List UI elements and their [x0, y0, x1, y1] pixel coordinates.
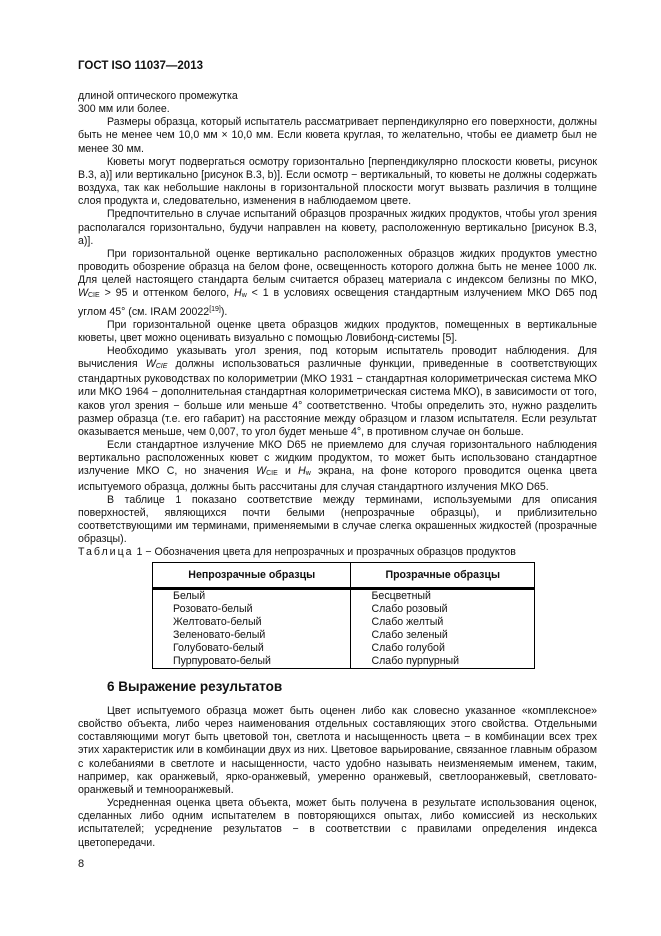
- reference-superscript: [19]: [209, 305, 221, 313]
- table-caption-text: − Обозначения цвета для непрозрачных и прозрачных образцов продуктов: [142, 546, 516, 559]
- table-row: [153, 603, 535, 616]
- subscript: CIE: [155, 363, 168, 371]
- table-row: [153, 616, 535, 629]
- section-body: [78, 705, 597, 850]
- paragraph: Усредненная оценка цвета объекта, может быть получена в результате использования оценок, сделанных либо одним испытателем в повторяющихся опытах, либо комиссией из нескольких испытателей; усреднение результатов − в соответствии с правилами определения индекса цветопередачи.: [78, 797, 597, 849]
- document-header: ГОСТ ISO 11037—2013: [78, 60, 203, 72]
- paragraph-text: должны использоваться различные функции, приведенные в соответствующих стандартных руководствах по колориметрии (МКО 1931 − стандартная колориметрическая система МКО или МКО 1964 − дополнительная стандартная колориметрическая система МКО), в зависимости от того, каков угол зрения − больше или меньше 4° соответственно. Чтобы определить это, нужно разделить размер образца (т.е. его габарит) на расстояние между образцом и глазом испытателя. Если результат оказывается меньше, чем 0,007, то угол будет меньше 4°, в противном случае он больше.: [78, 358, 597, 438]
- table-cell: Зеленовато-белый: [153, 629, 351, 642]
- table-caption-label: Таблица: [78, 546, 134, 559]
- paragraph: [78, 345, 597, 439]
- whiteness-symbol: W: [256, 465, 267, 478]
- tint-symbol: H: [298, 465, 306, 478]
- paragraph: [78, 248, 597, 319]
- table-caption: [78, 546, 597, 559]
- document-body-top: [78, 90, 597, 559]
- table-row: [153, 629, 535, 642]
- table-cell: Слабо желтый: [351, 616, 535, 629]
- paragraph: В таблице 1 показано соответствие между терминами, используемыми для описания поверхностей, являющихся почти белыми (непрозрачные образцы), и приблизительно соответствующими им терминами, применяемыми в случае слегка окрашенных жидкостей (прозрачные образцы).: [78, 493, 597, 546]
- whiteness-symbol: W: [145, 358, 156, 371]
- table-cell: Слабо зеленый: [351, 629, 535, 642]
- column-header-opaque: Непрозрачные образцы: [153, 563, 351, 589]
- paragraph: 300 мм или более.: [78, 103, 170, 116]
- whiteness-symbol: W: [78, 287, 88, 300]
- table-row: [153, 655, 535, 669]
- table-cell: Белый: [153, 589, 351, 604]
- paragraph-text: < 1 в условиях освещения стандартным излучением МКО D65 под углом 45° (см. IRAM 20022: [78, 287, 598, 318]
- page-number: 8: [78, 858, 85, 870]
- table-cell: Пурпуровато-белый: [153, 655, 351, 669]
- paragraph-text: При горизонтальной оценке вертикально расположенных образцов жидких продуктов уместно проводить обозрение образца на белом фоне, освещенность которого должна быть не менее 1000 лк. Для целей настоящего стандарта белым считается образец материала с индексом белизны по МКО,: [78, 247, 597, 287]
- paragraph: При горизонтальной оценке цвета образцов жидких продуктов, помещенных в вертикальные кюветы, цвет можно оценивать визуально с помощью Ловибонд-системы [5].: [78, 318, 597, 344]
- paragraph-text: экрана, на фоне которого проводится оценка цвета испытуемого образца, должны быть рассчитаны для случая стандартного излучения МКО D65.: [78, 465, 598, 493]
- table-cell: Голубовато-белый: [153, 642, 351, 655]
- subscript: CIE: [88, 292, 100, 300]
- paragraph-text: и: [277, 465, 299, 478]
- table-cell: Бесцветный: [351, 589, 535, 604]
- table-cell: Желтовато-белый: [153, 616, 351, 629]
- paragraph-text: ).: [220, 305, 228, 318]
- table-row: [153, 642, 535, 655]
- subscript: w: [241, 292, 247, 300]
- table-row: [153, 589, 535, 604]
- paragraph-text: Если стандартное излучение МКО D65 не приемлемо для случая горизонтального наблюдения вертикально расположенных кювет с жидким продуктом, то может быть использовано стандартное излучение МКО С, но значения: [78, 439, 597, 478]
- color-terms-table: [152, 562, 535, 669]
- subscript: CIE: [266, 470, 278, 478]
- paragraph: Цвет испытуемого образца может быть оценен либо как словесно указанное «комплексное» свойство объекта, либо через наименования отдельных составляющих этого свойства. Отдельными составляющими могут быть цветовой тон, светлота и насыщенность цвета − в комбинации всех трех этих характеристик или в комбинации двух из них. Цветовое варьирование, связанное главным образом с колебаниями в светлоте и насыщенности, часто удобно называть неизменяемым именем, таким, например, как оранжевый, ярко-оранжевый, умеренно оранжевый, светлооранжевый, светловато-оранжевый и темнооранжевый.: [78, 705, 597, 796]
- table-cell: Слабо розовый: [351, 603, 535, 616]
- table-header-row: [153, 563, 535, 589]
- paragraph-text: > 95 и оттенком белого,: [99, 287, 235, 300]
- table-cell: Розовато-белый: [153, 603, 351, 616]
- subscript: w: [305, 470, 311, 478]
- paragraph-text: Необходимо указывать угол зрения, под которым испытатель проводит наблюдения. Для вычисления: [78, 344, 597, 371]
- table-cell: Слабо пурпурный: [351, 655, 535, 669]
- column-header-transparent: Прозрачные образцы: [351, 563, 535, 589]
- paragraph: Предпочтительно в случае испытаний образцов прозрачных жидких продуктов, чтобы угол зрения располагался горизонтально, будучи направлен на кювету, расположенную вертикально [рисунок В.3, а)].: [78, 208, 597, 247]
- table-cell: Слабо голубой: [351, 642, 535, 655]
- paragraph: длиной оптического промежутка: [78, 90, 238, 102]
- paragraph: Размеры образца, который испытатель рассматривает перпендикулярно его поверхности, должны быть не менее чем 10,0 мм × 10,0 мм. Если кювета круглая, то желательно, чтобы ее диаметр был не менее 30 мм.: [78, 116, 597, 155]
- paragraph: Кюветы могут подвергаться осмотру горизонтально [перпендикулярно плоскости кюветы, рисунок В.3, а)] или вертикально [рисунок В.3, b)]. Если осмотр − вертикальный, то кюветы не должны содержать воздуха, так как небольшие наклоны в горизонтальной плоскости могут вызвать различия в толщине слоя продукта и, следовательно, изменения в наблюдаемом цвете.: [78, 155, 597, 208]
- paragraph: [78, 439, 597, 494]
- tint-symbol: H: [234, 287, 242, 300]
- table-caption-number: 1: [136, 546, 143, 559]
- section-heading: 6 Выражение результатов: [107, 679, 283, 694]
